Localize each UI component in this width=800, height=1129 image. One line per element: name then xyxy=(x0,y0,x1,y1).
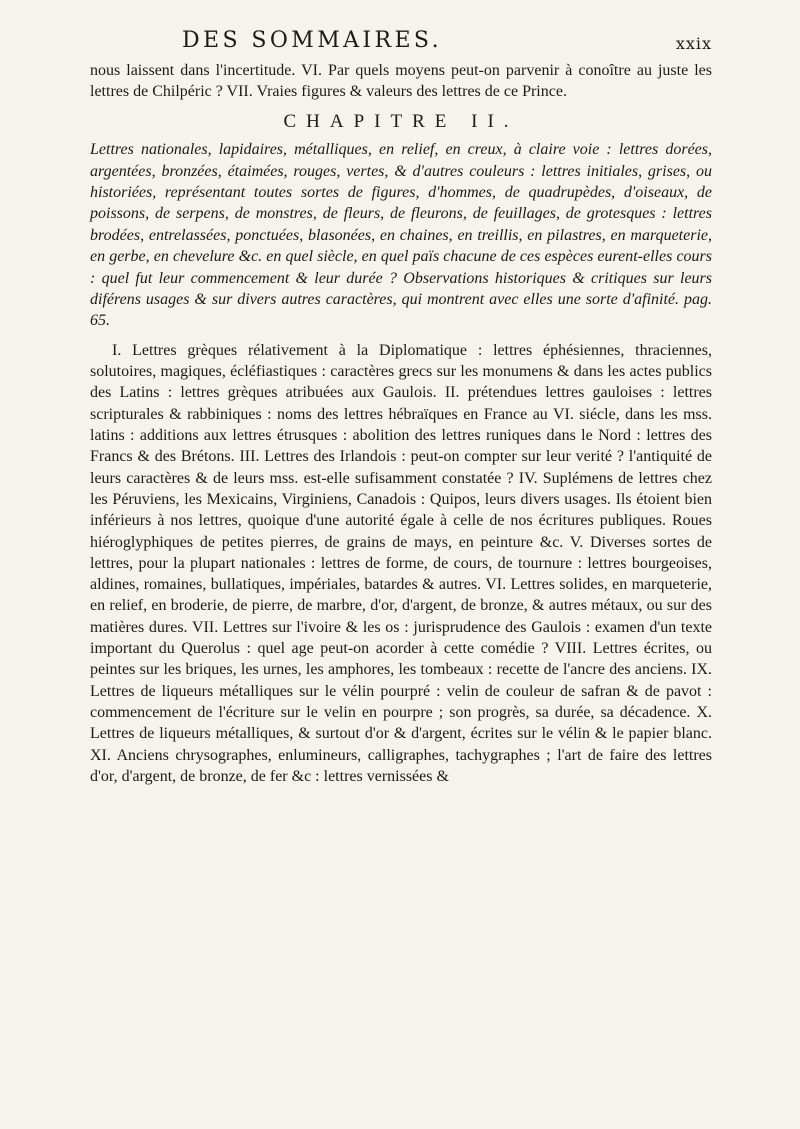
page-header xyxy=(90,28,712,62)
text-block xyxy=(90,60,712,787)
opening-paragraph: nous laissent dans l'incertitude. VI. Par quels moyens peut-on parvenir à conoître au juste les lettres de Chilpéric ? VII. Vraies figures & valeurs des lettres de ce Prince. xyxy=(90,62,712,101)
chapter-heading: CHAPITRE II. xyxy=(283,110,519,132)
chapter-body: I. Lettres grèques rélativement à la Diplomatique : lettres éphésiennes, thraciennes, solutoires, magiques, écléfiastiques : caractères grecs sur les monumens & dans les actes publics des Latins : lettres grèques atribuées aux Gaulois. II. prétendues lettres gauloises : lettres scripturales & rabbiniques : noms des lettres hébraïques en France au VI. siécle, dans les mss. latins : additions aux lettres étrusques : abolition des lettres runiques dans le Nord : lettres des Francs & des Brétons. III. Lettres des Irlandois : peut-on compter sur leur verité ? l'antiquité de leurs caractères & de leurs mss. est-elle sufisamment constatée ? IV. Suplémens de lettres chez les Péruviens, les Mexicains, Virginiens, Canadois : Quipos, leurs divers usages. Ils étoient bien inférieurs à nos lettres, quoique d'une autorité égale à celle de nos écritures publiques. Roues hiéroglyphiques de petites pierres, de grains de mays, en peinture &c. V. Diverses sortes de lettres, pour la plupart nationales : lettres de forme, de cours, de tournure : lettres bourgeoises, aldines, romaines, bullatiques, impériales, batardes & autres. VI. Lettres solides, en marqueterie, en relief, en broderie, de pierre, de marbre, d'or, d'argent, de bronze, & autres métaux, ou sur des matières dures. VII. Lettres sur l'ivoire & les os : jurisprudence des Gaulois : examen d'un texte important du Querolus : quel age peut-on acorder à cette comédie ? VIII. Lettres écrites, ou peintes sur les briques, les urnes, les amphores, les tombeaux : recette de l'ancre des anciens. IX. Lettres de liqueurs métalliques sur le vélin pourpré : velin de couleur de safran & de pavot : commencement de l'écriture sur le velin en pourpre ; son progrès, sa durée, sa décadence. X. Lettres de liqueurs métalliques, & surtout d'or & d'argent, écrites sur le vélin & le papier blanc. XI. Anciens chrysographes, enlumineurs, calligraphes, tachygraphes ; l'art de faire des lettres d'or, d'argent, de bronze, de fer &c : lettres vernissées & xyxy=(90,341,712,785)
running-head: DES SOMMAIRES. xyxy=(182,28,443,53)
chapter-summary: Lettres nationales, lapidaires, métalliques, en relief, en creux, à claire voie : lettres dorées, argentées, bronzées, étaimées, rouges, vertes, & d'autres couleurs : lettres initiales, grises, ou historiées, représentant toutes sortes de figures, d'hommes, de quadrupèdes, d'oiseaux, de poissons, de serpens, de monstres, de fleurs, de fleurons, de feuillages, de grotesques : lettres brodées, entrelassées, ponctuées, blasonées, en chaines, en treillis, en pilastres, en marqueterie, en gerbe, en chevelure &c. en quel siècle, en quel païs chacune de ces espèces eurent-elles cours : quel fut leur commencement & leur durée ? Observations historiques & critiques sur leurs diférens usages & sur divers autres caractères, qui montrent avec elles une sorte d'afinité. pag. 65. xyxy=(90,141,712,330)
page-number: xxix xyxy=(675,34,712,53)
